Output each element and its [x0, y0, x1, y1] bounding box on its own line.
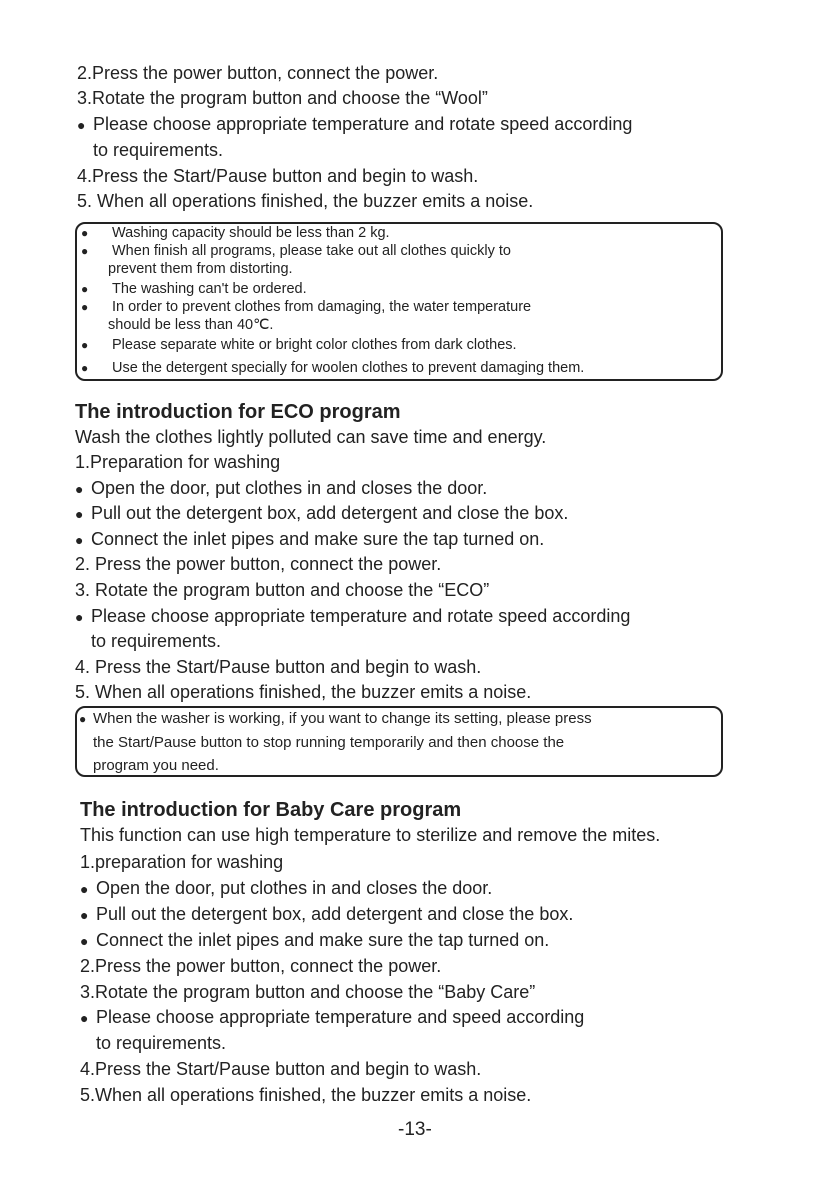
bullet-icon: ● — [81, 338, 89, 352]
bullet-icon: ● — [81, 282, 89, 296]
note-text: Please separate white or bright color clothes from dark clothes. — [112, 337, 517, 353]
bullet-icon: ● — [75, 506, 84, 522]
bullet-text: Please choose appropriate temperature and rotate speed according — [93, 114, 633, 134]
eco-line: to requirements. — [91, 631, 222, 651]
bullet-icon: ● — [81, 226, 89, 240]
baby-line: to requirements. — [96, 1033, 227, 1053]
bullet-text: Connect the inlet pipes and make sure the tap turned on. — [91, 529, 545, 549]
note-item — [81, 224, 390, 242]
baby-line: This function can use high temperature to sterilize and remove the mites. — [80, 825, 661, 845]
bullet-icon: ● — [75, 609, 84, 625]
bullet-icon: ● — [80, 933, 89, 949]
baby-line: 3.Rotate the program button and choose the “Baby Care” — [80, 982, 536, 1002]
bullet-text: Pull out the detergent box, add detergent and close the box. — [91, 503, 569, 523]
bullet-icon: ● — [80, 881, 89, 897]
note-text: The washing can't be ordered. — [112, 281, 307, 297]
bullet-item — [75, 475, 487, 501]
bullet-icon: ● — [80, 1010, 89, 1026]
eco-line: 3. Rotate the program button and choose the “ECO” — [75, 580, 490, 600]
bullet-item — [80, 901, 573, 927]
note-text: Washing capacity should be less than 2 kg. — [112, 225, 390, 241]
note-text: should be less than 40℃. — [108, 317, 274, 333]
note-text: When finish all programs, please take out all clothes quickly to — [112, 243, 511, 259]
note-item — [81, 280, 307, 298]
step: 5. When all operations finished, the buzzer emits a noise. — [77, 191, 534, 211]
step: 3.Rotate the program button and choose the “Wool” — [77, 88, 488, 108]
eco-line: 5. When all operations finished, the buzzer emits a noise. — [75, 682, 532, 702]
bullet-icon: ● — [80, 907, 89, 923]
bullet-item — [80, 1004, 584, 1030]
note-item — [81, 336, 517, 354]
bullet-text: Open the door, put clothes in and closes the door. — [96, 878, 493, 898]
eco-line: 1.Preparation for washing — [75, 452, 281, 472]
baby-line: 1.preparation for washing — [80, 852, 284, 872]
baby-care-heading: The introduction for Baby Care program — [80, 799, 462, 821]
note-item — [81, 298, 531, 316]
bullet-text: Pull out the detergent box, add detergent and close the box. — [96, 904, 574, 924]
note-text: Use the detergent specially for woolen clothes to prevent damaging them. — [112, 360, 585, 376]
step: 2.Press the power button, connect the power. — [77, 63, 439, 83]
bullet-text: Please choose appropriate temperature and speed according — [96, 1007, 585, 1027]
bullet-icon: ● — [75, 481, 84, 497]
note-item — [79, 710, 592, 728]
note-text: In order to prevent clothes from damaging, the water temperature — [112, 299, 532, 315]
bullet-item — [80, 927, 549, 953]
eco-line: Wash the clothes lightly polluted can save time and energy. — [75, 427, 547, 447]
baby-line: 5.When all operations finished, the buzzer emits a noise. — [80, 1085, 532, 1105]
bullet-icon: ● — [79, 712, 87, 726]
bullet-text: Please choose appropriate temperature and rotate speed according — [91, 606, 631, 626]
bullet-text: Connect the inlet pipes and make sure the tap turned on. — [96, 930, 550, 950]
bullet-icon: ● — [81, 244, 89, 258]
bullet-item — [75, 526, 544, 552]
note-text: When the washer is working, if you want to change its setting, please press — [93, 710, 592, 727]
bullet-icon: ● — [75, 532, 84, 548]
baby-line: 4.Press the Start/Pause button and begin to wash. — [80, 1059, 482, 1079]
bullet-text: Open the door, put clothes in and closes the door. — [91, 478, 488, 498]
baby-line: 2.Press the power button, connect the power. — [80, 956, 442, 976]
eco-line: 2. Press the power button, connect the power. — [75, 554, 442, 574]
bullet-icon: ● — [81, 300, 89, 314]
eco-line: 4. Press the Start/Pause button and begin to wash. — [75, 657, 482, 677]
bullet-item — [80, 875, 492, 901]
bullet-item — [75, 500, 568, 526]
note-item — [81, 359, 584, 377]
note-text: prevent them from distorting. — [108, 261, 293, 277]
bullet-item — [75, 603, 630, 629]
note-text: program you need. — [93, 757, 219, 774]
note-item — [81, 242, 511, 260]
step: 4.Press the Start/Pause button and begin to wash. — [77, 166, 479, 186]
note-text: the Start/Pause button to stop running temporarily and then choose the — [93, 734, 565, 751]
eco-heading: The introduction for ECO program — [75, 401, 401, 423]
bullet-item — [77, 111, 632, 137]
bullet-icon: ● — [81, 361, 89, 375]
page-number: -13- — [398, 1119, 432, 1140]
bullet-icon: ● — [77, 117, 86, 133]
step: to requirements. — [93, 140, 224, 160]
